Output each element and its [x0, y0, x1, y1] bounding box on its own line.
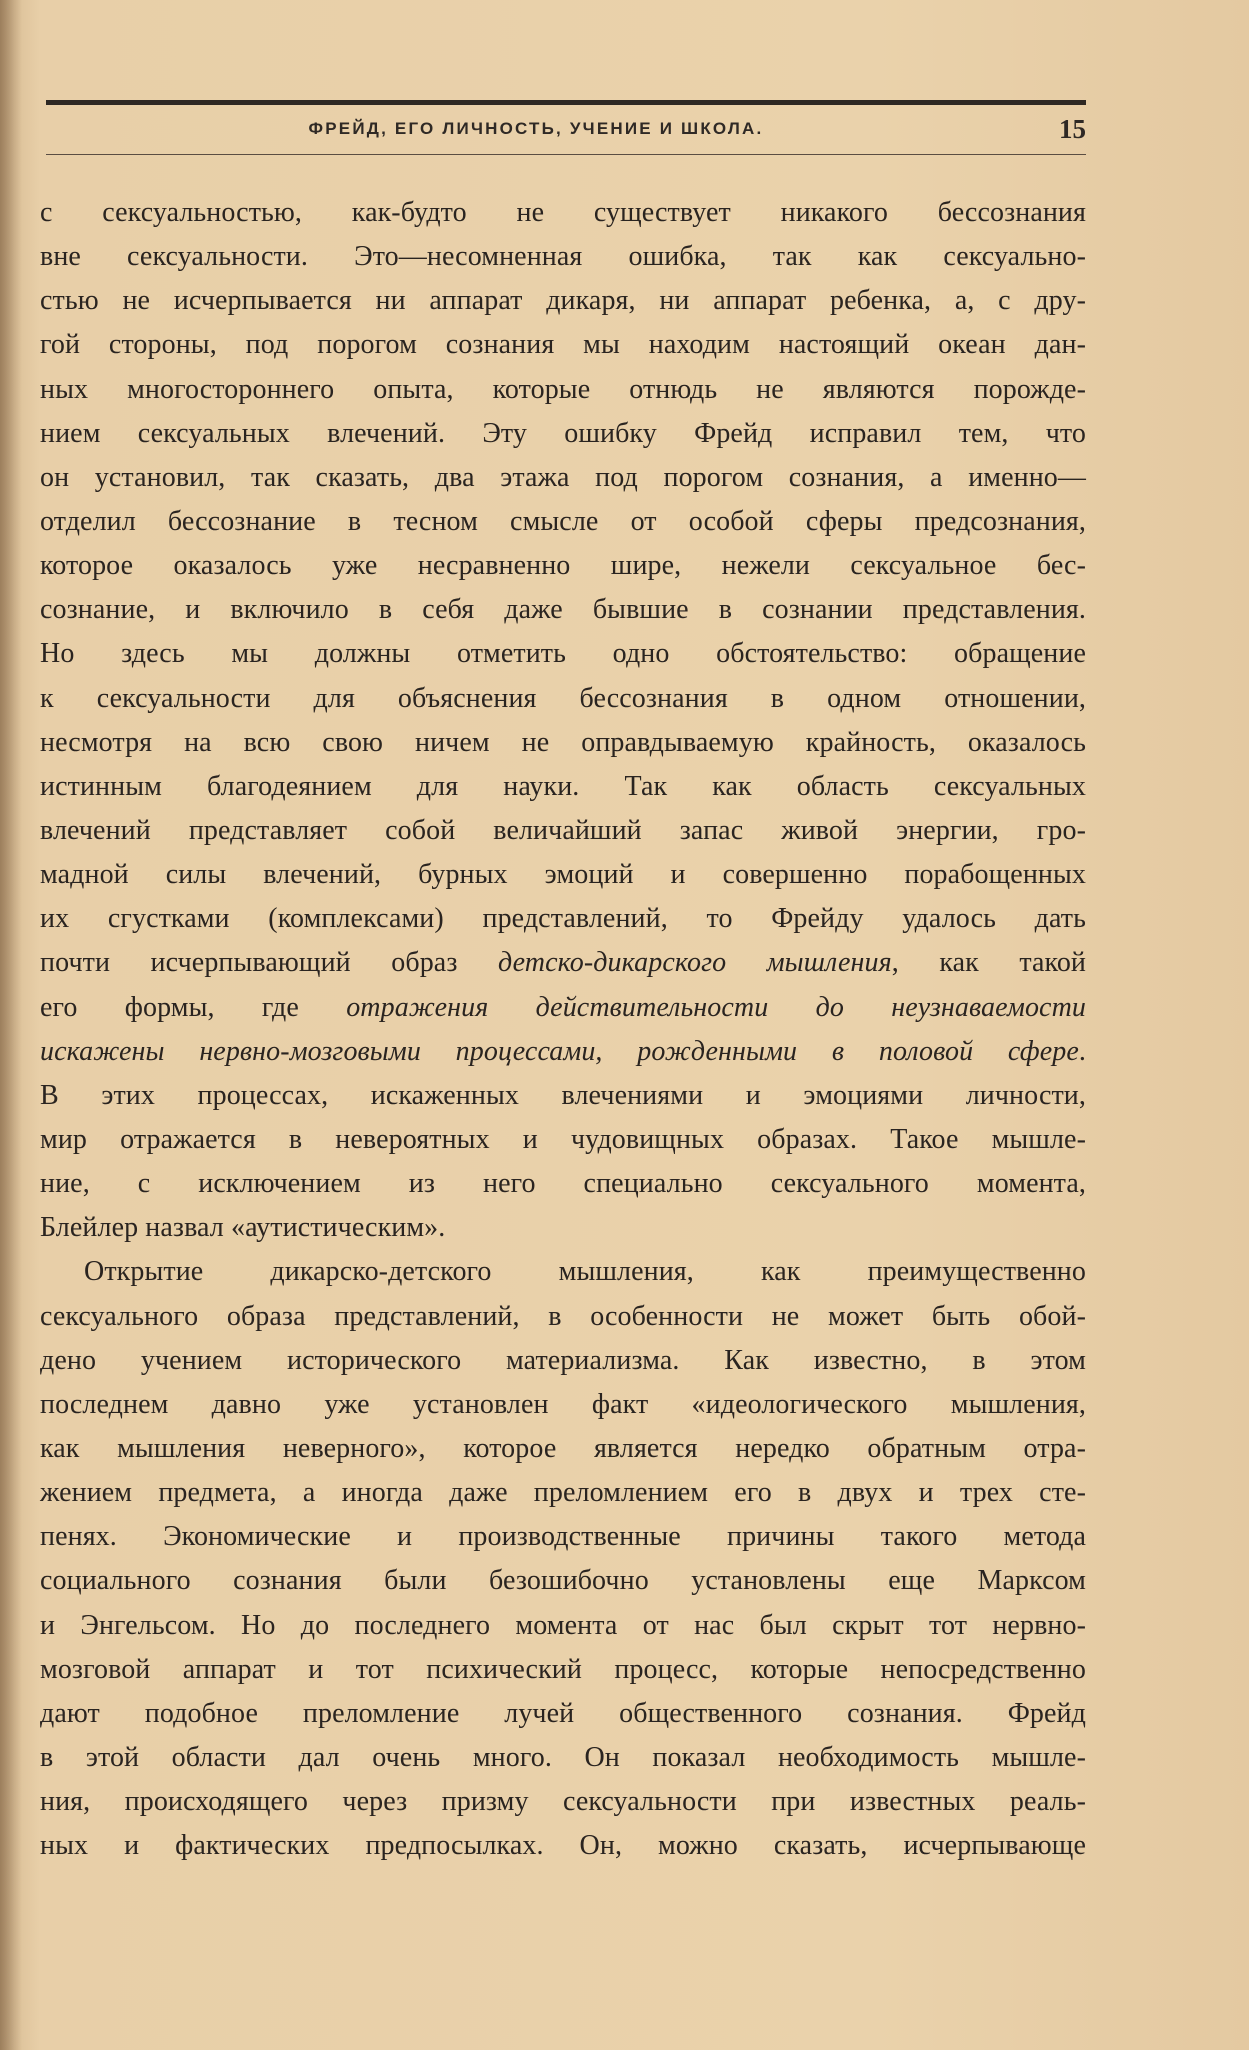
running-title: ФРЕЙД, ЕГО ЛИЧНОСТЬ, УЧЕНИЕ И ШКОЛА.: [308, 119, 764, 138]
text-line-segment: почти исчерпывающий образ: [40, 947, 498, 979]
header-rule-thick: [46, 100, 1086, 105]
text-line: отделил бессознание в тесном смысле от особой сферы предсознания,: [40, 505, 1086, 537]
page-number: 15: [1059, 114, 1086, 144]
text-line: мадной силы влечений, бурных эмоций и совершенно порабощенных: [40, 859, 1086, 891]
text-line: как мышления неверного», которое является нередко обратным отра-: [40, 1432, 1086, 1464]
text-line: Но здесь мы должны отметить одно обстоятельство: обращение: [40, 638, 1086, 670]
text-line: мир отражается в невероятных и чудовищных образах. Такое мышле-: [40, 1123, 1086, 1155]
text-line: влечений представляет собой величайший запас живой энергии, гро-: [40, 814, 1086, 846]
text-line: пенях. Экономические и производственные причины такого метода: [40, 1521, 1086, 1553]
text-line: сексуального образа представлений, в особенности не может быть обой-: [40, 1300, 1086, 1332]
text-line: Блейлер назвал «аутистическим».: [40, 1212, 446, 1244]
text-line: В этих процессах, искаженных влечениями и эмоциями личности,: [40, 1079, 1086, 1111]
text-line: [40, 986, 1086, 1030]
text-line-segment: его формы, где: [40, 991, 347, 1023]
text-line: сознание, и включило в себя даже бывшие в сознании представления.: [40, 594, 1086, 626]
text-line-segment: , как такой: [891, 947, 1086, 979]
text-line: и Энгельсом. Но до последнего момента от нас был скрыт тот нервно-: [40, 1609, 1086, 1641]
text-line: которое оказалось уже несравненно шире, нежели сексуальное бес-: [40, 550, 1086, 582]
text-line: нием сексуальных влечений. Эту ошибку Фрейд исправил тем, что: [40, 417, 1086, 449]
text-line: ния, происходящего через призму сексуальности при известных реаль-: [40, 1786, 1086, 1818]
text-line: дено учением исторического материализма. Как известно, в этом: [40, 1344, 1086, 1376]
text-line: дают подобное преломление лучей общественного сознания. Фрейд: [40, 1697, 1086, 1729]
text-line: Открытие дикарско-детского мышления, как преимущественно: [84, 1256, 1086, 1288]
text-line: истинным благодеянием для науки. Так как область сексуальных: [40, 770, 1086, 802]
text-line: мозговой аппарат и тот психический процесс, которые непосредственно: [40, 1653, 1086, 1685]
text-line: несмотря на всю свою ничем не оправдываемую крайность, оказалось: [40, 726, 1086, 758]
text-line: стью не исчерпывается ни аппарат дикаря, ни аппарат ребенка, а, с дру-: [40, 285, 1086, 317]
text-line: с сексуальностью, как-будто не существует никакого бессознания: [40, 197, 1086, 228]
text-line-segment: .: [1078, 1035, 1086, 1067]
text-line: [40, 941, 1086, 985]
text-line: к сексуальности для объяснения бессознания в одном отношении,: [40, 682, 1086, 714]
emphasized-text: отражения действительности до неузнаваемости: [346, 991, 1087, 1023]
text-line: последнем давно уже установлен факт «идеологического мышления,: [40, 1388, 1086, 1420]
body-text: [40, 191, 1086, 1868]
text-line: ние, с исключением из него специально сексуального момента,: [40, 1168, 1086, 1200]
emphasized-text: детско-дикарского мышления: [497, 947, 892, 979]
text-line: социального сознания были безошибочно установлены еще Марксом: [40, 1565, 1086, 1597]
text-line: жением предмета, а иногда даже преломлением его в двух и трех сте-: [40, 1477, 1086, 1509]
text-line: ных и фактических предпосылках. Он, можно сказать, исчерпывающе: [40, 1830, 1086, 1862]
text-line: гой стороны, под порогом сознания мы находим настоящий океан дан-: [40, 329, 1086, 361]
header-rule-thin: [46, 154, 1086, 155]
text-line: их сгустками (комплексами) представлений, то Фрейду удалось дать: [40, 903, 1086, 935]
text-line: в этой области дал очень много. Он показал необходимость мышле-: [40, 1741, 1086, 1773]
text-line: вне сексуальности. Это—несомненная ошибка, так как сексуально-: [40, 241, 1086, 273]
text-line: он установил, так сказать, два этажа под порогом сознания, а именно—: [40, 461, 1086, 493]
text-line: ных многостороннего опыта, которые отнюдь не являются порожде-: [40, 373, 1086, 405]
text-line: [40, 1030, 1086, 1074]
running-header: [46, 112, 1086, 146]
spine-shadow: [0, 0, 22, 2050]
emphasized-text: искажены нервно-мозговыми процессами, рожденными в половой сфере: [40, 1035, 1079, 1067]
